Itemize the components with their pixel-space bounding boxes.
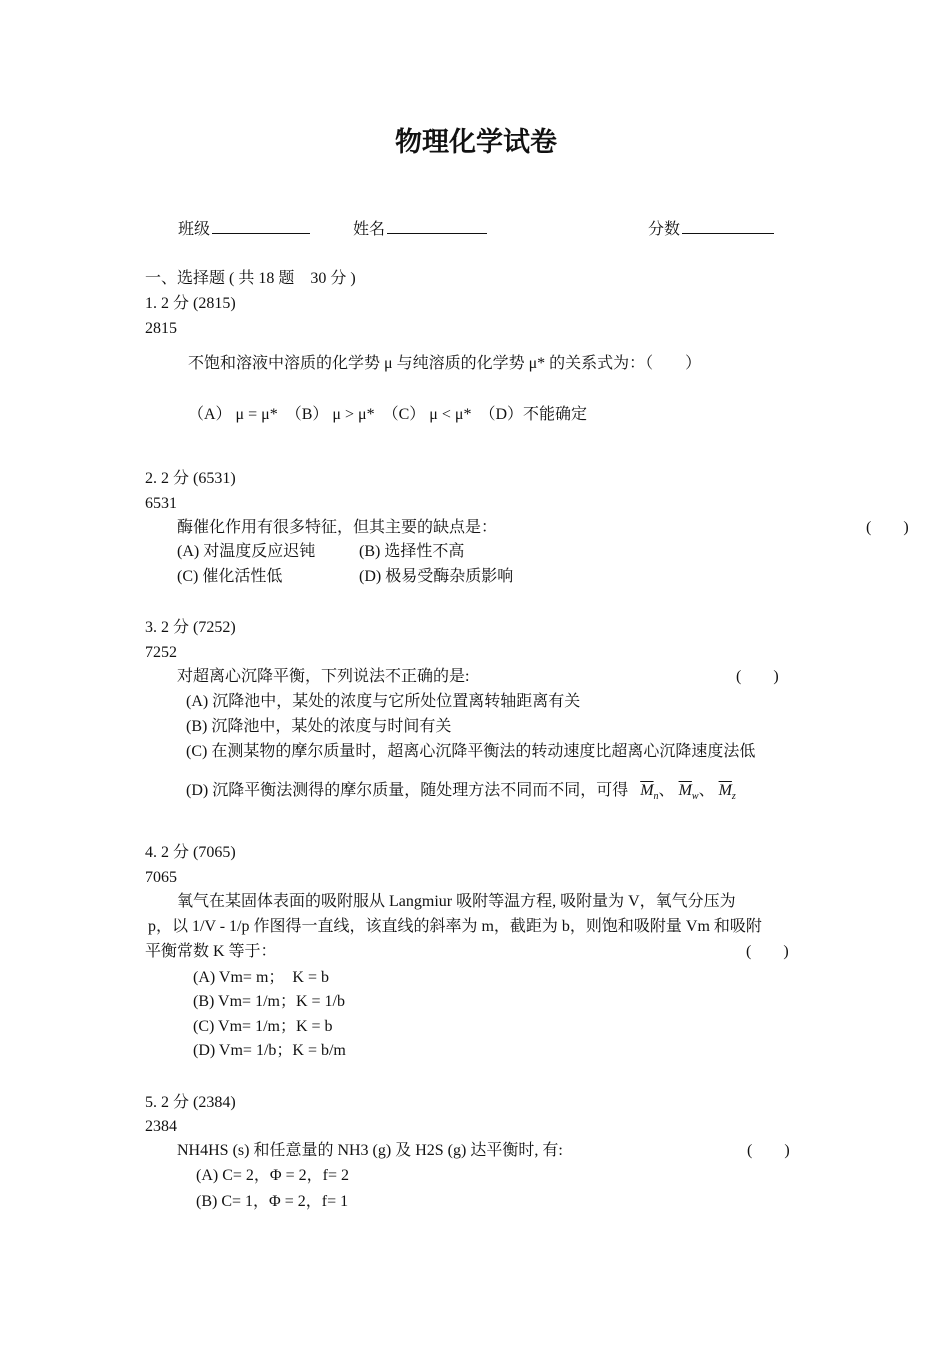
q4-id: 7065 [145, 869, 177, 886]
class-field [178, 219, 310, 240]
name-field [353, 219, 487, 240]
q5-head: 5. 2 分 (2384) [145, 1094, 236, 1111]
q4-stem-line1: 氧气在某固体表面的吸附服从 Langmiur 吸附等温方程, 吸附量为 V，氧气分压为 [177, 893, 736, 910]
separator: 、 [658, 782, 675, 799]
q3-answer-paren: ( ) [736, 668, 779, 685]
q4-stem-line3: 平衡常数 K 等于： [145, 943, 277, 960]
q4-option-d: (D) Vm= 1/b；K = b/m [193, 1042, 346, 1059]
q3-option-a: (A) 沉降池中，某处的浓度与它所处位置离转轴距离有关 [186, 693, 581, 710]
q2-answer-paren: ( ) [866, 519, 909, 536]
q2-option-b: (B) 选择性不高 [359, 543, 465, 560]
q2-stem: 酶催化作用有很多特征，但其主要的缺点是： [177, 519, 498, 536]
q5-stem: NH4HS (s) 和任意量的 NH3 (g) 及 H2S (g) 达平衡时, 有: [177, 1142, 563, 1159]
q1-stem: 不饱和溶液中溶质的化学势 μ 与纯溶质的化学势 μ* 的关系式为：（ ） [188, 355, 702, 372]
q4-option-a: (A) Vm= m； K = b [193, 969, 329, 986]
score-blank [682, 219, 774, 234]
molar-mass-z: $\overline{M}_z$ [718, 782, 736, 802]
class-blank [212, 219, 310, 234]
q3-option-d-text: (D) 沉降平衡法测得的摩尔质量，随处理方法不同而不同，可得 [186, 782, 629, 799]
q2-id: 6531 [145, 495, 177, 512]
q4-answer-paren: ( ) [746, 943, 789, 960]
separator: 、 [698, 782, 715, 799]
q5-id: 2384 [145, 1118, 177, 1135]
q1-options: （A） μ = μ* （B） μ > μ* （C） μ < μ* （D）不能确定 [188, 406, 587, 423]
name-blank [387, 219, 487, 234]
score-label: 分数 [648, 221, 681, 238]
q4-stem-line2: p，以 1/V - 1/p 作图得一直线，该直线的斜率为 m，截距为 b，则饱和吸附量 Vm 和吸附 [148, 918, 762, 935]
q5-option-b: (B) C= 1，Φ = 2，f= 1 [196, 1193, 349, 1210]
q5-answer-paren: ( ) [747, 1142, 790, 1159]
q1-head: 1. 2 分 (2815) [145, 295, 236, 312]
q1-id: 2815 [145, 320, 177, 337]
section-title: 一、选择题 ( 共 18 题 30 分 ) [145, 270, 356, 287]
molar-mass-n: $\overline{M}_n$ [640, 782, 659, 802]
score-field [648, 219, 774, 240]
page-title: 物理化学试卷 [395, 127, 557, 158]
q3-option-b: (B) 沉降池中，某处的浓度与时间有关 [186, 718, 452, 735]
q3-head: 3. 2 分 (7252) [145, 619, 236, 636]
q3-option-d [186, 781, 736, 807]
q3-stem: 对超离心沉降平衡，下列说法不正确的是: [177, 668, 470, 685]
molar-mass-w: $\overline{M}_w$ [678, 782, 699, 802]
q5-option-a: (A) C= 2，Φ = 2，f= 2 [196, 1167, 349, 1184]
q4-option-b: (B) Vm= 1/m；K = 1/b [193, 993, 345, 1010]
q4-head: 4. 2 分 (7065) [145, 844, 236, 861]
class-label: 班级 [178, 221, 211, 238]
q2-option-a: (A) 对温度反应迟钝 [177, 543, 316, 560]
q3-option-c: (C) 在测某物的摩尔质量时，超离心沉降平衡法的转动速度比超离心沉降速度法低 [186, 743, 756, 760]
q3-id: 7252 [145, 644, 177, 661]
q2-option-c: (C) 催化活性低 [177, 568, 283, 585]
q2-head: 2. 2 分 (6531) [145, 470, 236, 487]
q2-option-d: (D) 极易受酶杂质影响 [359, 568, 514, 585]
name-label: 姓名 [353, 221, 386, 238]
q4-option-c: (C) Vm= 1/m；K = b [193, 1018, 333, 1035]
